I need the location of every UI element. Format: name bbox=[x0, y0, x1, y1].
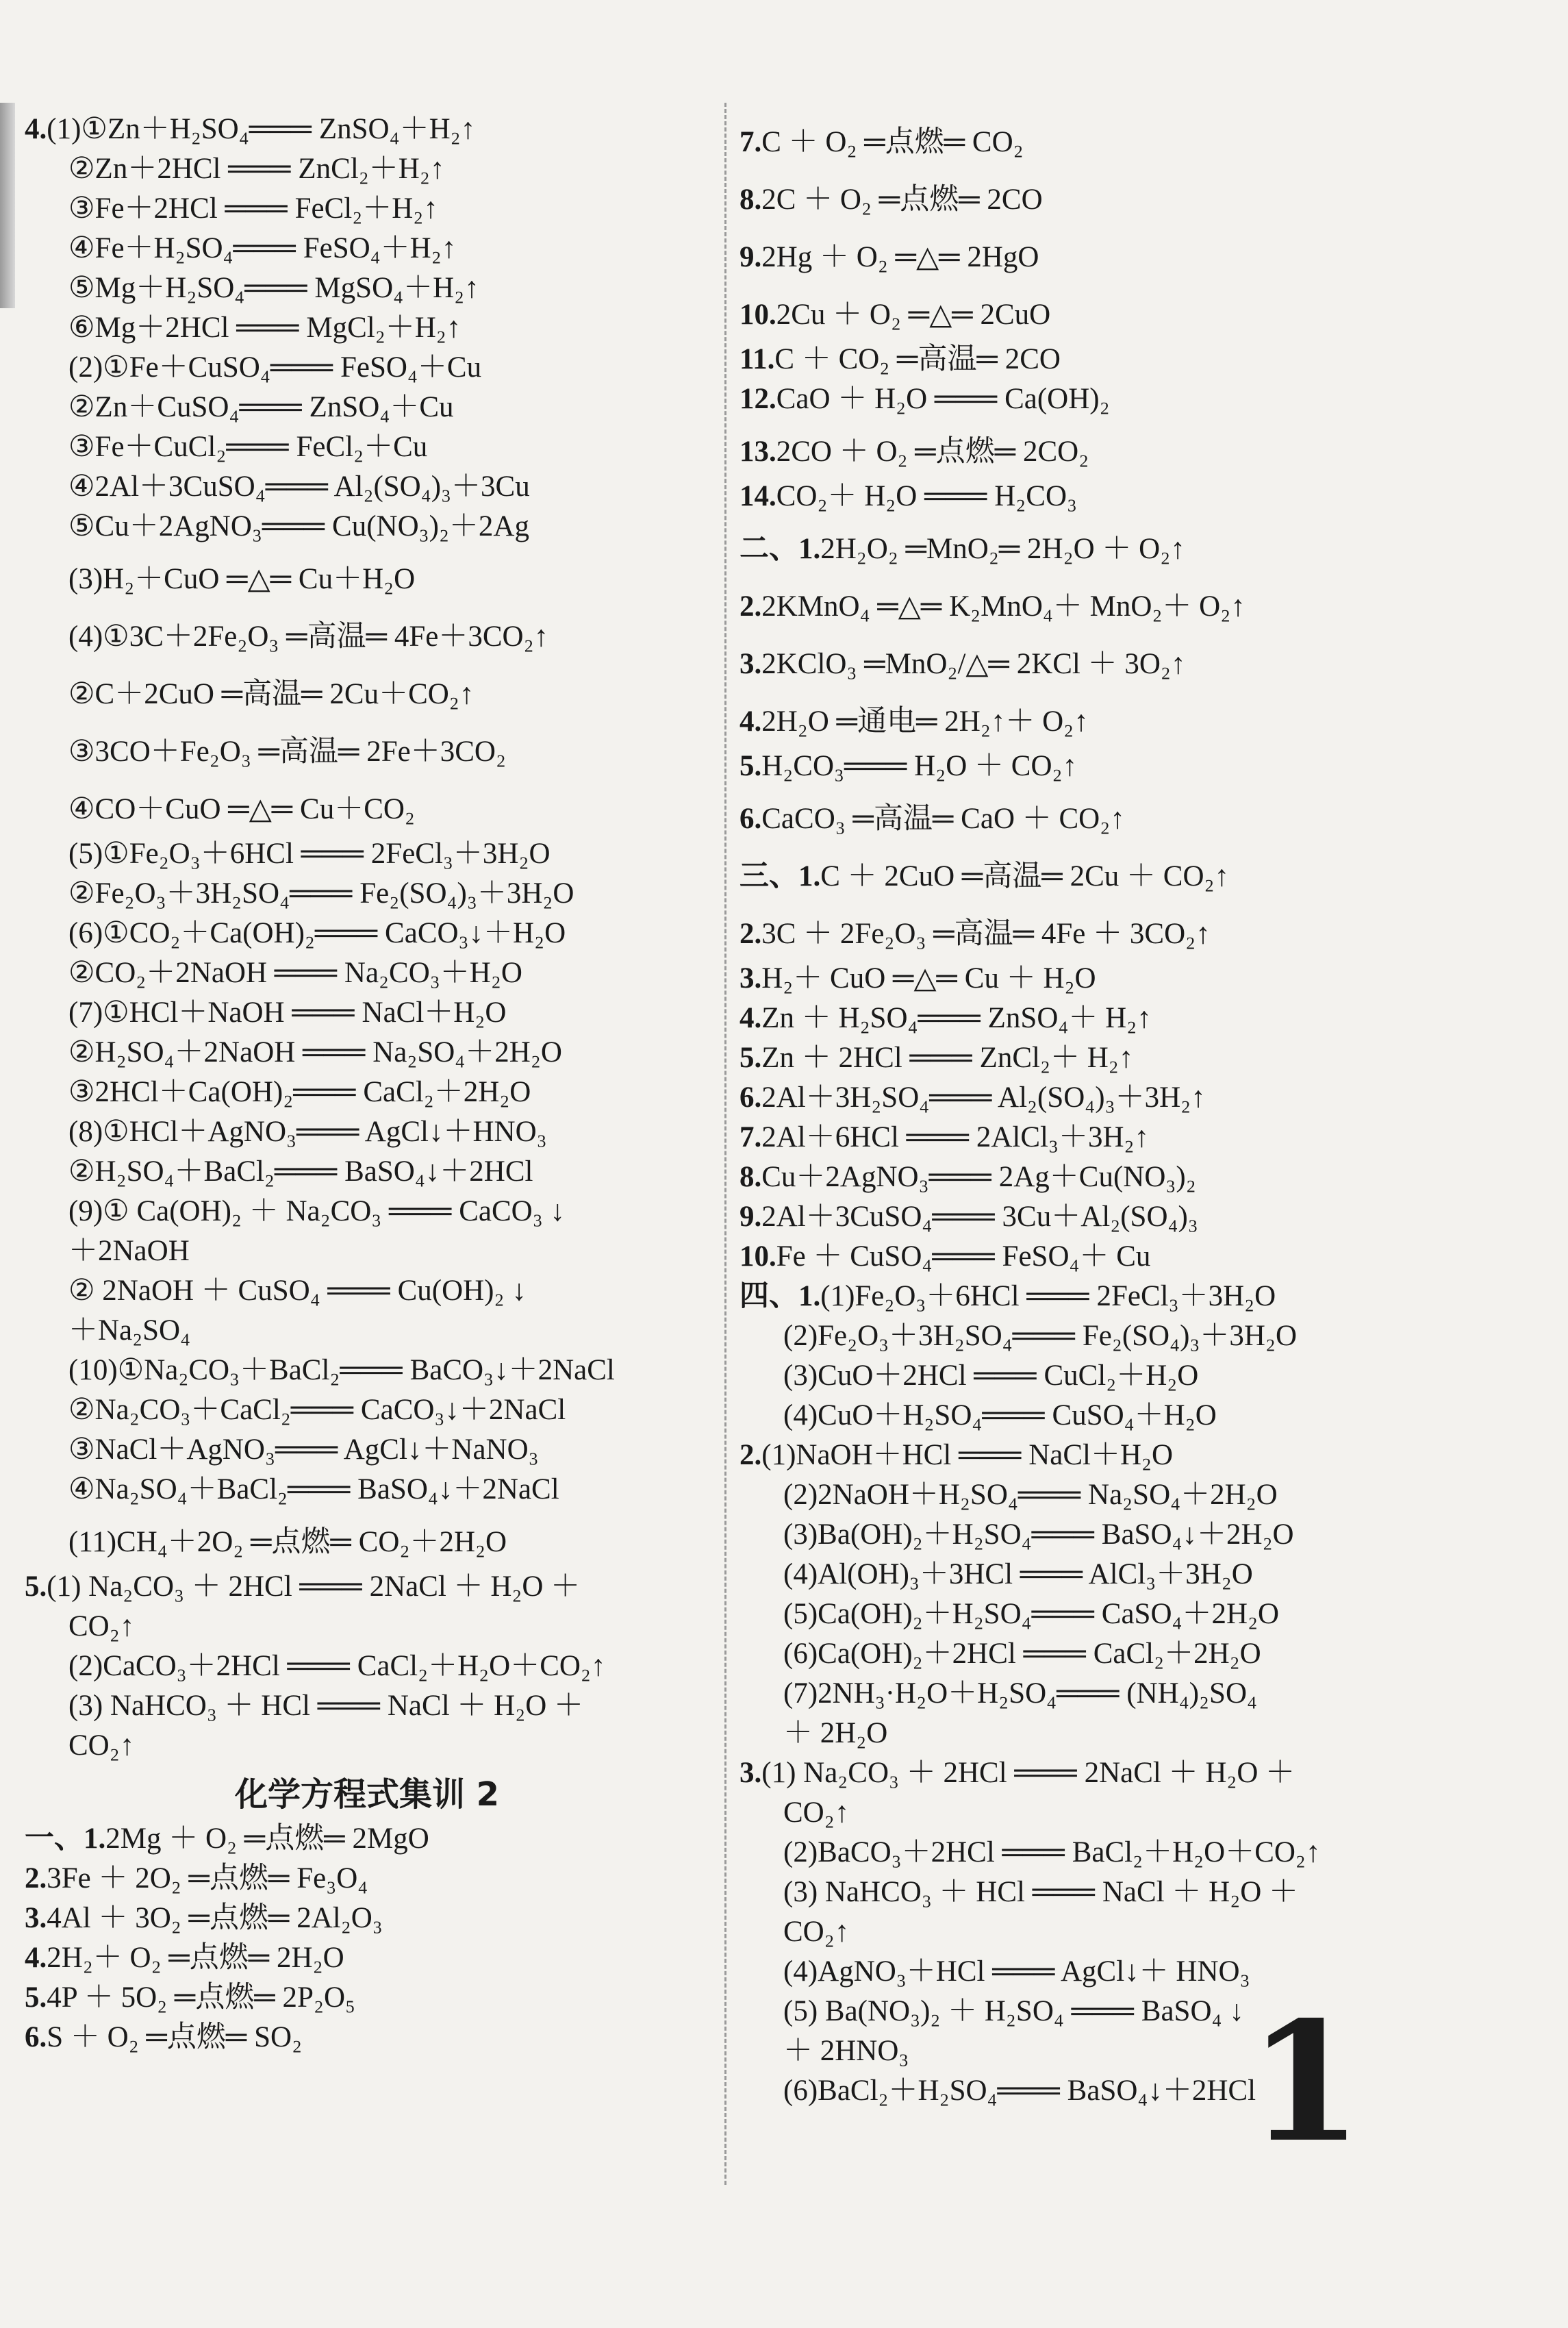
equation-text: S ＋ O₂ ═点燃═ SO₂ bbox=[47, 2021, 303, 2053]
equation-line bbox=[25, 1231, 709, 1271]
equation-text: ＋ 2HNO₃ bbox=[783, 2035, 909, 2067]
item-number: 13. bbox=[739, 436, 776, 468]
equation-line bbox=[25, 1647, 709, 1686]
equation-line bbox=[739, 225, 1424, 282]
equation-line bbox=[25, 604, 709, 662]
equation-line bbox=[739, 1396, 1424, 1436]
equation-text: ②Na₂CO₃＋CaCl₂═══ CaCO₃↓＋2NaCl bbox=[68, 1394, 566, 1426]
equation-line bbox=[739, 1237, 1424, 1277]
equation-text: (2)CaCO₃＋2HCl ═══ CaCl₂＋H₂O＋CO₂↑ bbox=[68, 1650, 606, 1682]
equation-text: (3)CuO＋2HCl ═══ CuCl₂＋H₂O bbox=[783, 1360, 1199, 1392]
equation-text: (11)CH₄＋2O₂ ═点燃═ CO₂＋2H₂O bbox=[68, 1526, 507, 1558]
left-after-title-list bbox=[25, 1819, 709, 2057]
page-edge-shadow bbox=[0, 103, 15, 308]
item-number: 10. bbox=[739, 1240, 776, 1273]
item-number: 5. bbox=[25, 1570, 47, 1603]
equation-text: (7)①HCl＋NaOH ═══ NaCl＋H₂O bbox=[68, 997, 507, 1029]
item-number: 8. bbox=[739, 1161, 762, 1193]
equation-text: 2H₂O₂ ═MnO₂═ 2H₂O ＋ O₂↑ bbox=[820, 533, 1185, 565]
item-number: 4. bbox=[739, 705, 762, 738]
equation-text: ⑥Mg＋2HCl ═══ MgCl₂＋H₂↑ bbox=[68, 312, 461, 344]
item-number: 二、1. bbox=[739, 533, 821, 565]
equation-line bbox=[739, 1356, 1424, 1396]
equation-text: (1)①Zn＋H₂SO₄═══ ZnSO₄＋H₂↑ bbox=[47, 113, 476, 145]
item-number: 9. bbox=[739, 241, 762, 273]
equation-line bbox=[739, 1157, 1424, 1197]
item-number: 4. bbox=[739, 1002, 762, 1034]
equation-line bbox=[25, 874, 709, 914]
equation-text: ②Zn＋CuSO₄═══ ZnSO₄＋Cu bbox=[68, 391, 454, 423]
equation-text: ④Na₂SO₄＋BaCl₂═══ BaSO₄↓＋2NaCl bbox=[68, 1473, 559, 1505]
equation-text: ②C＋2CuO ═高温═ 2Cu＋CO₂↑ bbox=[68, 678, 475, 710]
equation-line bbox=[25, 1192, 709, 1231]
equation-text: (1)NaOH＋HCl ═══ NaCl＋H₂O bbox=[761, 1439, 1174, 1471]
equation-line bbox=[739, 844, 1424, 901]
equation-text: ＋2NaOH bbox=[68, 1235, 190, 1267]
item-number: 5. bbox=[25, 1981, 47, 2014]
section-title: 化学方程式集训 2 bbox=[234, 1775, 500, 1814]
equation-line bbox=[25, 1978, 709, 2018]
equation-text: (6)Ca(OH)₂＋2HCl ═══ CaCl₂＋2H₂O bbox=[783, 1638, 1261, 1670]
equation-text: (2)①Fe＋CuSO₄═══ FeSO₄＋Cu bbox=[68, 351, 482, 384]
equation-text: ④2Al＋3CuSO₄═══ Al₂(SO₄)₃＋3Cu bbox=[68, 471, 530, 503]
equation-text: (8)①HCl＋AgNO₃═══ AgCl↓＋HNO₃ bbox=[68, 1116, 547, 1148]
item-number: 12. bbox=[739, 383, 776, 415]
equation-line bbox=[739, 1038, 1424, 1078]
item-number: 6. bbox=[739, 1081, 762, 1114]
equation-line bbox=[25, 348, 709, 388]
equation-line bbox=[739, 747, 1424, 786]
equation-text: 2Mg ＋ O₂ ═点燃═ 2MgO bbox=[105, 1823, 429, 1855]
item-number: 14. bbox=[739, 480, 776, 512]
equation-line bbox=[739, 1475, 1424, 1515]
equation-text: 2H₂O ═通电═ 2H₂↑＋ O₂↑ bbox=[761, 705, 1089, 738]
equation-line bbox=[25, 229, 709, 268]
equation-line bbox=[739, 1714, 1424, 1753]
equation-text: ④Fe＋H₂SO₄═══ FeSO₄＋H₂↑ bbox=[68, 232, 457, 264]
equation-line bbox=[739, 959, 1424, 999]
equation-text: 2KClO₃ ═MnO₂/△═ 2KCl ＋ 3O₂↑ bbox=[761, 648, 1186, 680]
equation-text: (3)H₂＋CuO ═△═ Cu＋H₂O bbox=[68, 563, 416, 595]
item-number: 4. bbox=[25, 113, 47, 145]
item-number: 4. bbox=[25, 1942, 47, 1974]
item-number: 11. bbox=[739, 343, 775, 375]
equation-text: 4P ＋ 5O₂ ═点燃═ 2P₂O₅ bbox=[47, 1981, 355, 2014]
equation-line bbox=[25, 1112, 709, 1152]
equation-text: (5)①Fe₂O₃＋6HCl ═══ 2FeCl₃＋3H₂O bbox=[68, 838, 551, 870]
item-number: 3. bbox=[739, 1757, 762, 1789]
equation-line bbox=[25, 427, 709, 467]
equation-line bbox=[25, 547, 709, 604]
equation-text: (6)①CO₂＋Ca(OH)₂═══ CaCO₃↓＋H₂O bbox=[68, 917, 566, 949]
equation-line bbox=[25, 1510, 709, 1567]
right-column bbox=[739, 110, 1424, 2111]
equation-text: 2Cu ＋ O₂ ═△═ 2CuO bbox=[776, 299, 1051, 331]
item-number: 2. bbox=[739, 590, 762, 623]
item-number: 5. bbox=[739, 1042, 762, 1074]
equation-line bbox=[739, 574, 1424, 631]
equation-line bbox=[25, 834, 709, 874]
equation-text: (9)① Ca(OH)₂ ＋ Na₂CO₃ ═══ CaCO₃ ↓ bbox=[68, 1195, 565, 1227]
equation-text: (2)BaCO₃＋2HCl ═══ BaCl₂＋H₂O＋CO₂↑ bbox=[783, 1836, 1321, 1868]
equation-line bbox=[25, 507, 709, 547]
equation-line bbox=[25, 1726, 709, 1766]
equation-line bbox=[25, 993, 709, 1033]
equation-text: 4Al ＋ 3O₂ ═点燃═ 2Al₂O₃ bbox=[47, 1902, 383, 1934]
equation-line bbox=[25, 2018, 709, 2057]
item-number: 2. bbox=[25, 1862, 47, 1894]
equation-line bbox=[739, 631, 1424, 689]
equation-line bbox=[739, 1316, 1424, 1356]
equation-text: CaCO₃ ═高温═ CaO ＋ CO₂↑ bbox=[761, 803, 1125, 835]
equation-text: ②Zn＋2HCl ═══ ZnCl₂＋H₂↑ bbox=[68, 153, 445, 185]
item-number: 3. bbox=[739, 962, 762, 994]
item-number: 2. bbox=[739, 918, 762, 950]
equation-line bbox=[25, 719, 709, 777]
equation-text: ④CO＋CuO ═△═ Cu＋CO₂ bbox=[68, 793, 415, 825]
item-number: 3. bbox=[739, 648, 762, 680]
equation-line bbox=[739, 1515, 1424, 1555]
equation-text: (1) Na₂CO₃ ＋ 2HCl ═══ 2NaCl ＋ H₂O ＋ bbox=[47, 1570, 581, 1603]
equation-text: 3C ＋ 2Fe₂O₃ ═高温═ 4Fe ＋ 3CO₂↑ bbox=[761, 918, 1211, 950]
equation-line bbox=[25, 1938, 709, 1978]
equation-line bbox=[25, 388, 709, 427]
equation-line bbox=[25, 914, 709, 953]
equation-line bbox=[25, 1819, 709, 1859]
equation-line bbox=[739, 901, 1424, 959]
equation-line bbox=[739, 1555, 1424, 1594]
equation-line bbox=[739, 1277, 1424, 1316]
equation-line bbox=[739, 1197, 1424, 1237]
equation-text: (4)Al(OH)₃＋3HCl ═══ AlCl₃＋3H₂O bbox=[783, 1558, 1253, 1590]
equation-text: 2CO ＋ O₂ ═点燃═ 2CO₂ bbox=[776, 436, 1089, 468]
equation-text: (3)Ba(OH)₂＋H₂SO₄═══ BaSO₄↓＋2H₂O bbox=[783, 1518, 1294, 1551]
equation-line bbox=[25, 1390, 709, 1430]
equation-line bbox=[25, 189, 709, 229]
equation-text: ②CO₂＋2NaOH ═══ Na₂CO₃＋H₂O bbox=[68, 957, 522, 989]
equation-text: Zn ＋ 2HCl ═══ ZnCl₂＋ H₂↑ bbox=[761, 1042, 1134, 1074]
right-equation-list bbox=[739, 110, 1424, 2111]
equation-text: C ＋ 2CuO ═高温═ 2Cu ＋ CO₂↑ bbox=[820, 860, 1230, 892]
equation-text: (2)2NaOH＋H₂SO₄═══ Na₂SO₄＋2H₂O bbox=[783, 1479, 1278, 1511]
item-number: 10. bbox=[739, 299, 776, 331]
left-equation-list bbox=[25, 110, 709, 1766]
equation-text: (1) Na₂CO₃ ＋ 2HCl ═══ 2NaCl ＋ H₂O ＋ bbox=[761, 1757, 1295, 1789]
equation-text: ③2HCl＋Ca(OH)₂═══ CaCl₂＋2H₂O bbox=[68, 1076, 531, 1108]
equation-line bbox=[25, 1152, 709, 1192]
equation-line bbox=[739, 1753, 1424, 1793]
equation-line bbox=[25, 1686, 709, 1726]
equation-line bbox=[739, 1674, 1424, 1714]
equation-text: (5) Ba(NO₃)₂ ＋ H₂SO₄ ═══ BaSO₄ ↓ bbox=[783, 1995, 1244, 2027]
equation-text: (3) NaHCO₃ ＋ HCl ═══ NaCl ＋ H₂O ＋ bbox=[783, 1876, 1298, 1908]
equation-line bbox=[739, 1634, 1424, 1674]
equation-line bbox=[739, 1078, 1424, 1118]
column-divider bbox=[724, 103, 726, 2185]
item-number: 2. bbox=[739, 1439, 762, 1471]
equation-text: 2Hg ＋ O₂ ═△═ 2HgO bbox=[761, 241, 1039, 273]
equation-text: CO₂↑ bbox=[68, 1610, 135, 1642]
equation-line bbox=[739, 516, 1424, 574]
equation-line bbox=[739, 379, 1424, 419]
equation-text: ⑤Cu＋2AgNO₃═══ Cu(NO₃)₂＋2Ag bbox=[68, 510, 529, 542]
equation-line bbox=[25, 662, 709, 719]
equation-text: ⑤Mg＋H₂SO₄═══ MgSO₄＋H₂↑ bbox=[68, 272, 479, 304]
equation-text: (4)①3C＋2Fe₂O₃ ═高温═ 4Fe＋3CO₂↑ bbox=[68, 621, 549, 653]
item-number: 6. bbox=[25, 2021, 47, 2053]
equation-line bbox=[25, 1859, 709, 1899]
equation-text: ＋Na₂SO₄ bbox=[68, 1314, 191, 1347]
equation-text: ②H₂SO₄＋BaCl₂═══ BaSO₄↓＋2HCl bbox=[68, 1155, 533, 1188]
equation-text: CaO ＋ H₂O ═══ Ca(OH)₂ bbox=[776, 383, 1110, 415]
equation-line bbox=[739, 786, 1424, 844]
item-number: 6. bbox=[739, 803, 762, 835]
equation-text: Cu＋2AgNO₃═══ 2Ag＋Cu(NO₃)₂ bbox=[761, 1161, 1196, 1193]
item-number: 7. bbox=[739, 1121, 762, 1153]
equation-line bbox=[25, 777, 709, 834]
equation-line bbox=[739, 110, 1424, 167]
equation-line bbox=[739, 689, 1424, 747]
equation-text: ③3CO＋Fe₂O₃ ═高温═ 2Fe＋3CO₂ bbox=[68, 736, 506, 768]
equation-line bbox=[25, 953, 709, 993]
equation-text: ＋ 2H₂O bbox=[783, 1717, 888, 1749]
equation-text: (10)①Na₂CO₃＋BaCl₂═══ BaCO₃↓＋2NaCl bbox=[68, 1354, 615, 1386]
equation-line bbox=[739, 167, 1424, 225]
equation-line bbox=[739, 282, 1424, 340]
equation-text: (2)Fe₂O₃＋3H₂SO₄═══ Fe₂(SO₄)₃＋3H₂O bbox=[783, 1320, 1298, 1352]
equation-text: (7)2NH₃·H₂O＋H₂SO₄═══ (NH₄)₂SO₄ bbox=[783, 1677, 1257, 1710]
equation-line bbox=[25, 1271, 709, 1311]
equation-text: 3Fe ＋ 2O₂ ═点燃═ Fe₃O₄ bbox=[47, 1862, 368, 1894]
equation-line bbox=[739, 1912, 1424, 1952]
equation-line bbox=[739, 1793, 1424, 1833]
equation-line bbox=[25, 110, 709, 149]
equation-text: (5)Ca(OH)₂＋H₂SO₄═══ CaSO₄＋2H₂O bbox=[783, 1598, 1280, 1630]
equation-text: (3) NaHCO₃ ＋ HCl ═══ NaCl ＋ H₂O ＋ bbox=[68, 1690, 583, 1722]
item-number: 9. bbox=[739, 1201, 762, 1233]
equation-text: ③Fe＋2HCl ═══ FeCl₂＋H₂↑ bbox=[68, 192, 438, 225]
equation-line bbox=[739, 340, 1424, 379]
equation-line bbox=[25, 467, 709, 507]
equation-text: H₂CO₃═══ H₂O ＋ CO₂↑ bbox=[761, 750, 1077, 782]
equation-text: ② 2NaOH ＋ CuSO₄ ═══ Cu(OH)₂ ↓ bbox=[68, 1275, 527, 1307]
equation-text: (6)BaCl₂＋H₂SO₄═══ BaSO₄↓＋2HCl bbox=[783, 2075, 1256, 2107]
equation-line bbox=[25, 1033, 709, 1073]
equation-line bbox=[25, 1470, 709, 1510]
equation-text: C ＋ O₂ ═点燃═ CO₂ bbox=[761, 126, 1024, 158]
equation-line bbox=[25, 1311, 709, 1351]
equation-line bbox=[739, 1118, 1424, 1157]
item-number: 3. bbox=[25, 1902, 47, 1934]
equation-text: 2KMnO₄ ═△═ K₂MnO₄＋ MnO₂＋ O₂↑ bbox=[761, 590, 1245, 623]
equation-line bbox=[25, 1607, 709, 1647]
item-number: 5. bbox=[739, 750, 762, 782]
equation-line bbox=[25, 1073, 709, 1112]
left-column bbox=[25, 110, 709, 2057]
item-number: 三、1. bbox=[739, 860, 821, 892]
equation-text: ②H₂SO₄＋2NaOH ═══ Na₂SO₄＋2H₂O bbox=[68, 1036, 562, 1068]
equation-text: 2C ＋ O₂ ═点燃═ 2CO bbox=[761, 184, 1043, 216]
equation-text: (4)CuO＋H₂SO₄═══ CuSO₄＋H₂O bbox=[783, 1399, 1217, 1431]
equation-line bbox=[25, 1351, 709, 1390]
equation-line bbox=[739, 477, 1424, 516]
equation-text: (1)Fe₂O₃＋6HCl ═══ 2FeCl₃＋3H₂O bbox=[820, 1280, 1276, 1312]
equation-text: 2Al＋3CuSO₄═══ 3Cu＋Al₂(SO₄)₃ bbox=[761, 1201, 1198, 1233]
equation-line bbox=[25, 268, 709, 308]
equation-line bbox=[739, 1594, 1424, 1634]
equation-line bbox=[25, 308, 709, 348]
item-number: 一、1. bbox=[25, 1823, 106, 1855]
equation-line bbox=[25, 1430, 709, 1470]
page-number: 1 bbox=[1248, 1986, 1363, 2179]
equation-line bbox=[739, 1436, 1424, 1475]
equation-text: H₂＋ CuO ═△═ Cu ＋ H₂O bbox=[761, 962, 1096, 994]
item-number: 四、1. bbox=[739, 1280, 821, 1312]
equation-text: ③Fe＋CuCl₂═══ FeCl₂＋Cu bbox=[68, 431, 428, 463]
equation-text: 2H₂＋ O₂ ═点燃═ 2H₂O bbox=[47, 1942, 344, 1974]
equation-text: ②Fe₂O₃＋3H₂SO₄═══ Fe₂(SO₄)₃＋3H₂O bbox=[68, 877, 574, 910]
equation-line bbox=[739, 419, 1424, 477]
equation-text: CO₂↑ bbox=[783, 1797, 850, 1829]
item-number: 8. bbox=[739, 184, 762, 216]
equation-line bbox=[739, 1873, 1424, 1912]
equation-text: Fe ＋ CuSO₄═══ FeSO₄＋ Cu bbox=[776, 1240, 1151, 1273]
equation-text: (4)AgNO₃＋HCl ═══ AgCl↓＋ HNO₃ bbox=[783, 1955, 1250, 1988]
equation-line bbox=[739, 1833, 1424, 1873]
equation-text: ③NaCl＋AgNO₃═══ AgCl↓＋NaNO₃ bbox=[68, 1434, 539, 1466]
equation-text: Zn ＋ H₂SO₄═══ ZnSO₄＋ H₂↑ bbox=[761, 1002, 1152, 1034]
equation-text: C ＋ CO₂ ═高温═ 2CO bbox=[774, 343, 1061, 375]
equation-text: CO₂↑ bbox=[68, 1729, 135, 1762]
equation-line bbox=[25, 149, 709, 189]
equation-text: CO₂＋ H₂O ═══ H₂CO₃ bbox=[776, 480, 1077, 512]
item-number: 7. bbox=[739, 126, 762, 158]
equation-line bbox=[25, 1567, 709, 1607]
equation-text: 2Al＋6HCl ═══ 2AlCl₃＋3H₂↑ bbox=[761, 1121, 1149, 1153]
equation-line bbox=[739, 999, 1424, 1038]
equation-line bbox=[25, 1899, 709, 1938]
equation-text: 2Al＋3H₂SO₄═══ Al₂(SO₄)₃＋3H₂↑ bbox=[761, 1081, 1206, 1114]
equation-text: CO₂↑ bbox=[783, 1916, 850, 1948]
